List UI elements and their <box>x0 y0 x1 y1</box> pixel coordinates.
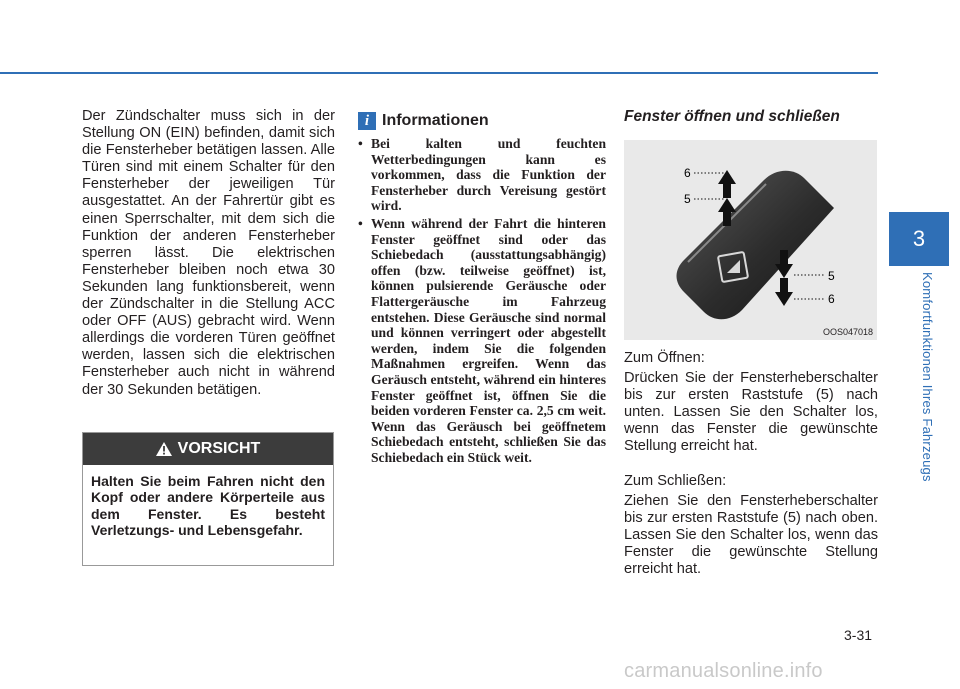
info-item: • Wenn während der Fahrt die hinteren Fenster geöffnet sind oder das Schiebedach (ausstattungsabhängig) offen (bzw. teilweise geöffnet) ist, können pulsierende Geräusche oder Flattergeräusche im Fahrzeug entstehen. Diese Geräusche sind normal und können verringert oder abgestellt werden, indem Sie die folgenden Maßnahmen ergreifen. Wenn das Geräusch entsteht, während ein hinteres Fenster geöffnet ist, öffnen Sie die beiden vorderen Fenster ca. 2,5 cm weit. Wenn das Geräusch bei geöffnetem Schiebedach entsteht, schließen Sie das Schiebedach ein Stück weit. <box>358 216 606 466</box>
page-number: 3-31 <box>844 627 873 643</box>
label-down-inner: 5 <box>828 269 835 283</box>
window-switch-illustration <box>624 140 877 340</box>
label-down-outer: 6 <box>828 292 835 306</box>
intro-paragraph: Der Zündschalter muss sich in der Stellung ON (EIN) befinden, damit sich die Fensterheber betätigen lassen. Alle Türen sind mit einem Schalter für den Fensterheber der jeweiligen Tür ausgestattet. An der Fahrertür gibt es einen Sperrschalter, mit dem sich die Funktion der anderen Fensterheber sperren lässt. Die elektrischen Fensterheber bleiben noch etwa 30 Sekunden lang funktionsbereit, wenn der Zündschalter in die Stellung ACC oder OFF (AUS) gebracht wird. Wenn allerdings die vorderen Türen geöffnet werden, lassen sich die elektrischen Fensterheber auch nicht in während der 30 Sekunden betätigen. <box>82 108 335 398</box>
caution-label: VORSICHT <box>177 440 261 457</box>
figure-code: OOS047018 <box>822 327 873 337</box>
window-switch-figure <box>624 140 877 340</box>
watermark: carmanualsonline.info <box>624 660 823 682</box>
caution-box <box>82 432 334 566</box>
warning-icon <box>156 442 172 456</box>
close-text: Ziehen Sie den Fensterheberschalter bis zur ersten Raststufe (5) nach oben. Lassen Sie den Schalter los, wenn das Fenster die gewünschte Stellung erreicht hat. <box>624 492 878 578</box>
chapter-number: 3 <box>912 226 926 251</box>
caution-header <box>83 433 333 465</box>
info-header <box>358 112 606 130</box>
open-heading: Zum Öffnen: <box>624 350 705 366</box>
caution-text: Halten Sie beim Fahren nicht den Kopf oder andere Körperteile aus dem Fenster. Es besteht Verletzungs- und Lebensgefahr. <box>91 473 325 539</box>
info-icon: i <box>358 112 376 130</box>
info-item: • Bei kalten und feuchten Wetterbedingungen kann es vorkommen, dass die Funktion der Fensterheber durch Vereisung gestört wird. <box>358 136 606 214</box>
chapter-title: Komfortfunktionen Ihres Fahrzeugs <box>920 272 935 482</box>
header-rule <box>0 72 878 74</box>
label-up-inner: 5 <box>684 192 691 206</box>
close-heading: Zum Schließen: <box>624 472 727 489</box>
window-section <box>624 108 878 578</box>
info-list <box>358 136 606 465</box>
info-title: Informationen <box>382 112 489 129</box>
label-up-outer: 6 <box>684 166 691 180</box>
open-text: Drücken Sie der Fensterheberschalter bis zur ersten Raststufe (5) nach unten. Lassen Sie den Schalter los, wenn das Fenster die gewünschte Stellung erreicht hat. <box>624 370 878 455</box>
chapter-tab <box>889 212 949 266</box>
info-section <box>358 112 606 467</box>
section-title: Fenster öffnen und schließen <box>624 108 840 125</box>
